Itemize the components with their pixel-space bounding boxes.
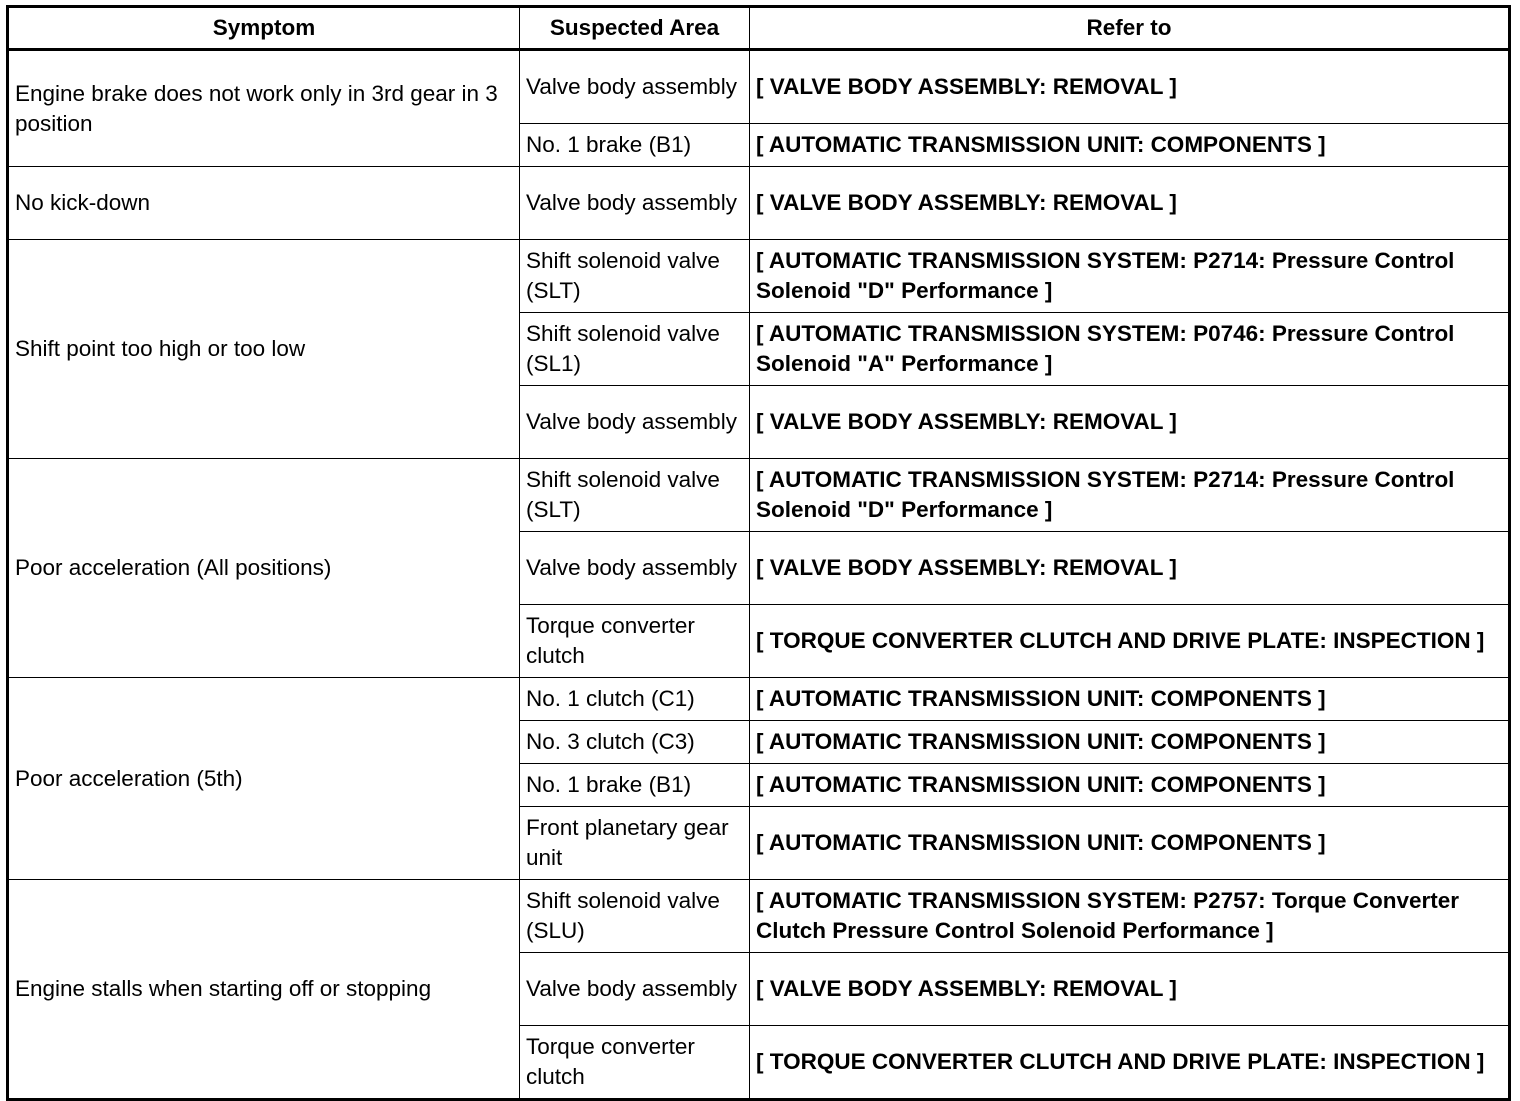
header-row: [8, 7, 1510, 50]
header-suspected-area: Suspected Area: [520, 7, 750, 50]
header-symptom: Symptom: [8, 7, 520, 50]
refer-to-cell: [ VALVE BODY ASSEMBLY: REMOVAL ]: [750, 953, 1510, 1026]
refer-to-cell: [ AUTOMATIC TRANSMISSION UNIT: COMPONENTS ]: [750, 807, 1510, 880]
refer-to-cell: [ VALVE BODY ASSEMBLY: REMOVAL ]: [750, 386, 1510, 459]
symptom-cell: No kick-down: [8, 167, 520, 240]
refer-to-cell: [ AUTOMATIC TRANSMISSION UNIT: COMPONENTS ]: [750, 764, 1510, 807]
suspected-area-cell: Valve body assembly: [520, 953, 750, 1026]
refer-to-cell: [ AUTOMATIC TRANSMISSION UNIT: COMPONENTS ]: [750, 124, 1510, 167]
refer-to-cell: [ AUTOMATIC TRANSMISSION SYSTEM: P2714: Pressure Control Solenoid "D" Performance ]: [750, 459, 1510, 532]
table-row: [8, 880, 1510, 953]
suspected-area-cell: Valve body assembly: [520, 532, 750, 605]
symptom-cell: Poor acceleration (5th): [8, 678, 520, 880]
suspected-area-cell: Torque converter clutch: [520, 605, 750, 678]
refer-to-cell: [ AUTOMATIC TRANSMISSION SYSTEM: P2714: Pressure Control Solenoid "D" Performance ]: [750, 240, 1510, 313]
suspected-area-cell: Valve body assembly: [520, 50, 750, 124]
header-refer-to: Refer to: [750, 7, 1510, 50]
symptom-cell: Shift point too high or too low: [8, 240, 520, 459]
suspected-area-cell: No. 1 brake (B1): [520, 764, 750, 807]
symptom-table: [6, 5, 1511, 1101]
suspected-area-cell: Valve body assembly: [520, 386, 750, 459]
symptom-cell: Poor acceleration (All positions): [8, 459, 520, 678]
suspected-area-cell: Torque converter clutch: [520, 1026, 750, 1100]
suspected-area-cell: Shift solenoid valve (SL1): [520, 313, 750, 386]
suspected-area-cell: No. 1 clutch (C1): [520, 678, 750, 721]
refer-to-cell: [ VALVE BODY ASSEMBLY: REMOVAL ]: [750, 532, 1510, 605]
symptom-cell: Engine brake does not work only in 3rd gear in 3 position: [8, 50, 520, 167]
table-row: [8, 678, 1510, 721]
table-row: [8, 50, 1510, 124]
table-row: [8, 167, 1510, 240]
refer-to-cell: [ VALVE BODY ASSEMBLY: REMOVAL ]: [750, 167, 1510, 240]
suspected-area-cell: Shift solenoid valve (SLU): [520, 880, 750, 953]
refer-to-cell: [ VALVE BODY ASSEMBLY: REMOVAL ]: [750, 50, 1510, 124]
symptom-cell: Engine stalls when starting off or stopping: [8, 880, 520, 1100]
refer-to-cell: [ AUTOMATIC TRANSMISSION SYSTEM: P0746: Pressure Control Solenoid "A" Performance ]: [750, 313, 1510, 386]
table-row: [8, 240, 1510, 313]
suspected-area-cell: Valve body assembly: [520, 167, 750, 240]
suspected-area-cell: Shift solenoid valve (SLT): [520, 459, 750, 532]
refer-to-cell: [ AUTOMATIC TRANSMISSION UNIT: COMPONENTS ]: [750, 721, 1510, 764]
refer-to-cell: [ TORQUE CONVERTER CLUTCH AND DRIVE PLATE: INSPECTION ]: [750, 1026, 1510, 1100]
suspected-area-cell: No. 3 clutch (C3): [520, 721, 750, 764]
suspected-area-cell: No. 1 brake (B1): [520, 124, 750, 167]
refer-to-cell: [ AUTOMATIC TRANSMISSION UNIT: COMPONENTS ]: [750, 678, 1510, 721]
table-row: [8, 459, 1510, 532]
refer-to-cell: [ AUTOMATIC TRANSMISSION SYSTEM: P2757: Torque Converter Clutch Pressure Control Solenoid Performance ]: [750, 880, 1510, 953]
suspected-area-cell: Shift solenoid valve (SLT): [520, 240, 750, 313]
suspected-area-cell: Front planetary gear unit: [520, 807, 750, 880]
refer-to-cell: [ TORQUE CONVERTER CLUTCH AND DRIVE PLATE: INSPECTION ]: [750, 605, 1510, 678]
